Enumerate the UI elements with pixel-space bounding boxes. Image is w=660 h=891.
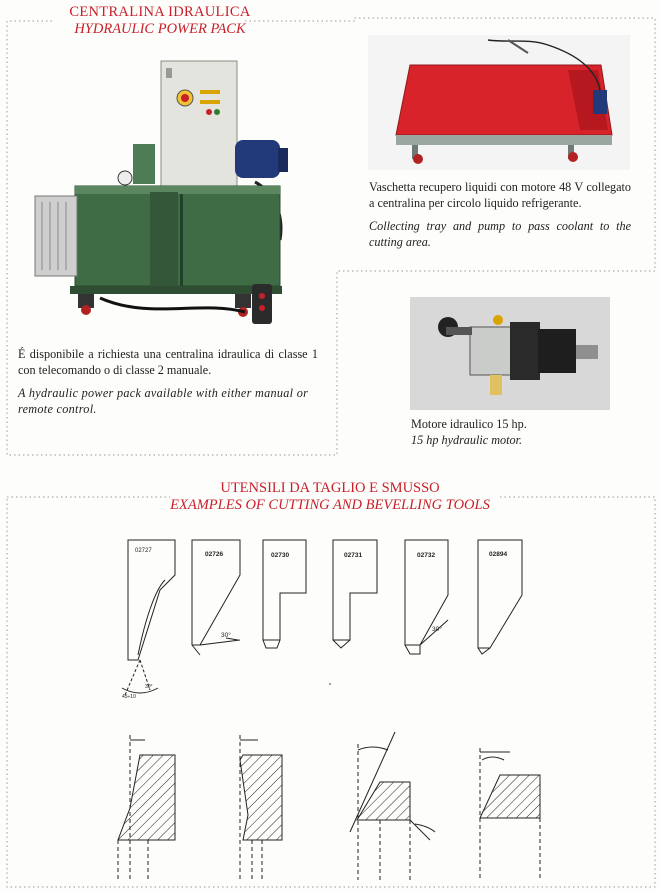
power-pack-text-it: É disponibile a richiesta una centralina idraulica di classe 1 con telecomando o di classe 2 manuale. <box>18 347 318 377</box>
tool-code-02726: 02726 <box>205 551 224 558</box>
tool2-angle-label: 30° <box>221 632 231 639</box>
tool1-angle-label: 30° <box>145 684 153 690</box>
tool5-angle-label: 30° <box>432 626 442 633</box>
tray-description <box>369 180 631 250</box>
tool-code-02894: 02894 <box>489 551 508 558</box>
motor-text-it: Motore idraulico 15 hp. <box>411 417 527 431</box>
section-subtitle: HYDRAULIC POWER PACK <box>74 21 246 37</box>
tool-02726 <box>192 540 240 655</box>
tool-code-02732: 02732 <box>417 552 436 559</box>
tool-02731 <box>333 540 377 648</box>
tool1-range-label: 45÷10 <box>122 694 136 700</box>
tool-02730 <box>263 540 306 648</box>
section-subtitle-tools: EXAMPLES OF CUTTING AND BEVELLING TOOLS <box>170 497 490 513</box>
tool-02727 <box>122 540 175 700</box>
hydraulic-motor-photo <box>410 297 610 410</box>
cross-section-3 <box>350 732 435 880</box>
section-title: CENTRALINA IDRAULICA <box>69 4 251 20</box>
section-header-power-pack <box>40 4 280 38</box>
tray-text-en: Collecting tray and pump to pass coolant to the cutting area. <box>369 219 631 249</box>
section-header-tools <box>150 480 510 514</box>
tool-02732 <box>405 540 448 654</box>
power-pack-description <box>18 347 318 417</box>
cross-section-1 <box>118 735 175 880</box>
collecting-tray-photo <box>368 35 630 170</box>
motor-description <box>411 417 631 448</box>
cutting-tools-drawings <box>0 520 660 720</box>
motor-text-en: 15 hp hydraulic motor. <box>411 432 523 447</box>
tool-code-02730: 02730 <box>271 552 290 559</box>
hydraulic-power-pack-photo <box>30 50 350 340</box>
section-title-tools: UTENSILI DA TAGLIO E SMUSSO <box>220 480 440 496</box>
bevel-cross-sections <box>0 720 660 885</box>
cross-section-4 <box>480 748 540 880</box>
power-pack-text-en: A hydraulic power pack available with either manual or remote control. <box>18 386 309 416</box>
tool-code-02727: 02727 <box>135 548 152 554</box>
tray-text-it: Vaschetta recupero liquidi con motore 48 V collegato a centralina per circolo liquido refrigerante. <box>369 180 631 210</box>
cross-section-2 <box>240 735 282 880</box>
tool-code-02731: 02731 <box>344 552 363 559</box>
tool-02894 <box>478 540 522 654</box>
